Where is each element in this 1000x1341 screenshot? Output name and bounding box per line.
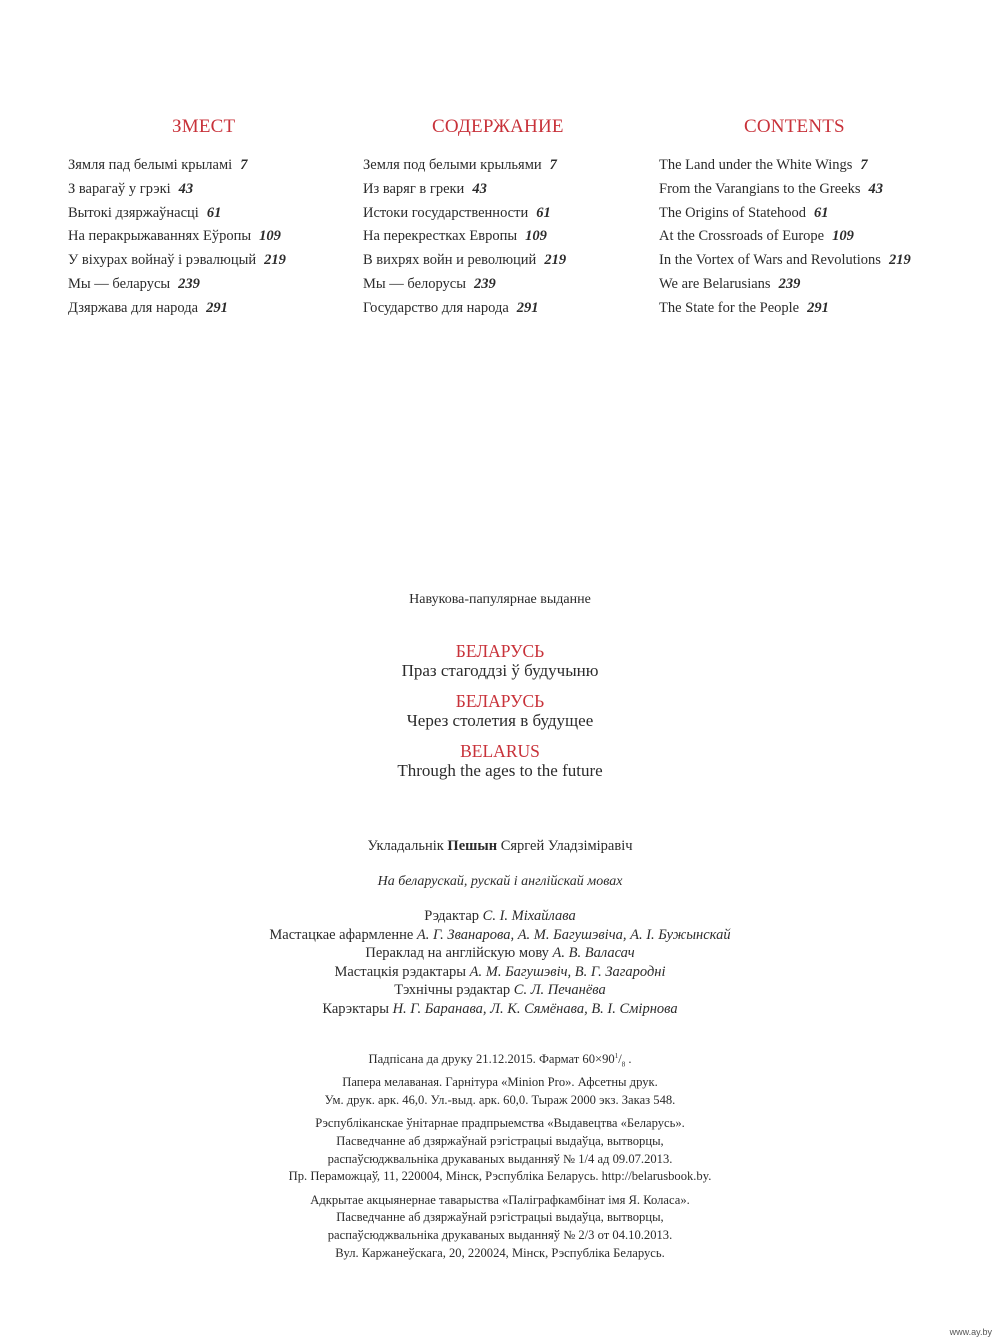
staff-line xyxy=(0,1000,1000,1019)
toc-item xyxy=(659,202,959,226)
toc-belarusian xyxy=(68,114,368,321)
toc-title-be: ЗМЕСТ xyxy=(172,116,236,137)
toc-item xyxy=(68,249,368,273)
toc-item-label: In the Vortex of Wars and Revolutions xyxy=(659,252,881,269)
printer-line: распаўсюджвальніка друкаваных выданняў № 2/3 от 04.10.2013. xyxy=(327,1228,673,1243)
staff-role: Пераклад на англійскую мову xyxy=(365,945,549,961)
toc-item-label: На перакрыжаваннях Еўропы xyxy=(68,228,252,245)
toc-item-page: 219 xyxy=(888,252,911,269)
toc-item-page: 43 xyxy=(868,180,883,197)
toc-item-label: Государство для народа xyxy=(363,299,509,316)
technical-details xyxy=(0,1048,1000,1268)
staff-role: Мастацкія рэдактары xyxy=(334,963,467,980)
title-block-en xyxy=(0,741,1000,781)
signed-line: Падпісана да друку 21.12.2015. Фармат 60×90 xyxy=(368,1052,615,1067)
compiler-prefix: Укладальнік xyxy=(367,838,444,854)
toc-item xyxy=(659,178,959,202)
staff-names: С. Л. Печанёва xyxy=(513,982,606,998)
toc-item-page: 239 xyxy=(778,275,801,292)
toc-item-page: 219 xyxy=(264,252,286,269)
toc-item-label: На перекрестках Европы xyxy=(363,228,518,245)
toc-item-label: The Origins of Statehood xyxy=(659,204,806,221)
toc-title-en: CONTENTS xyxy=(744,116,845,137)
toc-item xyxy=(68,273,368,297)
toc-item xyxy=(68,297,368,321)
title-block-ru xyxy=(0,691,1000,731)
toc-item-label: З варагаў у грэкі xyxy=(68,180,171,197)
toc-item-label: At the Crossroads of Europe xyxy=(659,228,825,245)
paper-line: Папера мелаваная. Гарнітура «Minion Pro». Афсетны друк. xyxy=(342,1075,658,1090)
printer-line: Пасведчанне аб дзяржаўнай рэгістрацыі выдаўца, вытворцы, xyxy=(336,1210,664,1225)
toc-item xyxy=(68,178,368,202)
toc-item-label: The Land under the White Wings xyxy=(659,157,853,173)
toc-item-page: 109 xyxy=(832,228,854,245)
toc-item-page: 291 xyxy=(807,299,829,316)
print-specs: Падпісана да друку 21.12.2015. Фармат $60\times 90^1/_8$ . Папера мелаваная. Гарнітура «Minion Pro». Афсетны друк. Ум. друк. арк. 46,0. Ул.-выд. арк. 60,0. Тыраж 2000 экз. Заказ 548. xyxy=(324,1052,676,1107)
toc-item-label: We are Belarusians xyxy=(659,275,771,292)
toc-english xyxy=(659,114,959,321)
title-sub: Through the ages to the future xyxy=(397,761,603,780)
languages-note: На беларускай, рускай і англійскай мовах xyxy=(377,874,623,889)
toc-item xyxy=(68,202,368,226)
title-main: БЕЛАРУСЬ xyxy=(455,641,545,661)
toc-russian xyxy=(363,114,663,321)
toc-item-page: 61 xyxy=(536,204,551,221)
toc-item-label: From the Varangians to the Greeks xyxy=(659,180,861,197)
staff-line xyxy=(0,907,1000,926)
toc-item xyxy=(68,154,368,178)
signed-suffix: . xyxy=(628,1052,632,1067)
toc-item-page: 291 xyxy=(516,299,539,316)
toc-item-page: 239 xyxy=(473,275,496,292)
printer-line: Адкрытае акцыянернае таварыства «Паліграфкамбінат імя Я. Коласа». xyxy=(310,1192,690,1207)
toc-item xyxy=(68,225,368,249)
staff-line xyxy=(0,981,1000,1000)
staff-role: Тэхнічны рэдактар xyxy=(394,982,511,998)
publisher-info xyxy=(0,1115,1000,1185)
staff-line xyxy=(0,944,1000,963)
publisher-line: Пр. Пераможцаў, 11, 220004, Мінск, Рэспубліка Беларусь. http://belarusbook.by. xyxy=(288,1169,712,1184)
toc-item-label: Истоки государственности xyxy=(363,204,529,221)
toc-list-en xyxy=(659,154,959,321)
toc-item-label: У віхурах войнаў і рэвалюцый xyxy=(68,252,257,269)
toc-item-page: 7 xyxy=(240,157,248,173)
printer-line: Вул. Каржанеўскага, 20, 220024, Мінск, Рэспубліка Беларусь. xyxy=(335,1245,665,1260)
title-sub: Праз стагоддзі ў будучыню xyxy=(401,661,599,680)
toc-item-page: 239 xyxy=(178,275,200,292)
staff-names: А. М. Багушэвіч, В. Г. Загародні xyxy=(469,963,666,980)
toc-item-label: Дзяржава для народа xyxy=(68,299,199,316)
publisher-line: распаўсюджвальніка друкаваных выданняў № 1/4 ад 09.07.2013. xyxy=(327,1151,673,1166)
publisher-line: Рэспубліканскае ўнітарнае прадпрыемства «Выдавецтва «Беларусь». xyxy=(315,1116,685,1131)
toc-item-page: 61 xyxy=(206,204,222,221)
toc-list-ru xyxy=(363,154,663,321)
toc-item-label: The State for the People xyxy=(659,299,800,316)
toc-item-label: Зямля пад белымі крыламі xyxy=(68,157,233,173)
printer-info xyxy=(0,1192,1000,1262)
staff-role: Мастацкае афармленне xyxy=(269,926,414,943)
title-main: BELARUS xyxy=(460,741,540,761)
toc-item-page: 109 xyxy=(259,228,281,245)
toc-item xyxy=(363,225,663,249)
compiler-surname: Пешын xyxy=(447,838,498,854)
toc-item-page: 43 xyxy=(178,180,194,197)
toc-item-page: 61 xyxy=(814,204,829,221)
title-sub: Через столетия в будущее xyxy=(406,711,594,730)
toc-item xyxy=(363,273,663,297)
staff-role: Карэктары xyxy=(322,1000,389,1017)
site-watermark: www.ay.by xyxy=(949,1327,992,1337)
toc-item xyxy=(363,249,663,273)
toc-item xyxy=(363,154,663,178)
staff-line xyxy=(0,926,1000,945)
toc-item xyxy=(659,225,959,249)
toc-item-label: Из варяг в греки xyxy=(363,180,465,197)
toc-item-page: 109 xyxy=(525,228,547,245)
staff-credits xyxy=(0,907,1000,1018)
toc-item xyxy=(659,297,959,321)
toc-item-label: Мы — белорусы xyxy=(363,275,466,292)
staff-line xyxy=(0,963,1000,982)
genre-label: Навукова-папулярнае выданне xyxy=(409,592,591,607)
toc-item xyxy=(363,297,663,321)
title-block-be xyxy=(0,641,1000,681)
compiler-name: Сяргей Уладзіміравіч xyxy=(500,838,633,854)
toc-item-page: 43 xyxy=(472,180,487,197)
toc-item-page: 7 xyxy=(860,157,868,173)
toc-list-be xyxy=(68,154,368,321)
toc-item-label: Мы — беларусы xyxy=(68,275,171,292)
toc-item-page: 219 xyxy=(544,252,567,269)
toc-item-page: 291 xyxy=(206,299,228,316)
toc-item xyxy=(659,154,959,178)
toc-item-page: 7 xyxy=(549,157,557,173)
print-run-line: Ум. друк. арк. 46,0. Ул.-выд. арк. 60,0. Тыраж 2000 экз. Заказ 548. xyxy=(324,1092,676,1107)
title-main: БЕЛАРУСЬ xyxy=(455,691,545,711)
toc-item xyxy=(659,273,959,297)
staff-names: А. Г. Званарова, А. М. Багушэвіча, А. І. Бужынскай xyxy=(416,926,731,943)
book-titles xyxy=(0,641,1000,791)
format-numerator: 1 xyxy=(614,1052,619,1060)
staff-names: С. І. Міхайлава xyxy=(482,908,576,924)
toc-item xyxy=(363,178,663,202)
staff-names: А. В. Валасач xyxy=(552,945,635,961)
toc-item xyxy=(659,249,959,273)
staff-role: Рэдактар xyxy=(424,908,480,924)
toc-item-label: Вытокі дзяржаўнасці xyxy=(68,204,199,221)
toc-item-label: Земля под белыми крыльями xyxy=(363,157,542,173)
staff-names: Н. Г. Баранава, Л. К. Сямёнава, В. І. Смірнова xyxy=(392,1000,678,1017)
publisher-line: Пасведчанне аб дзяржаўнай рэгістрацыі выдаўца, вытворцы, xyxy=(336,1134,664,1149)
toc-title-ru: СОДЕРЖАНИЕ xyxy=(432,116,564,137)
format-denominator: 8 xyxy=(621,1060,626,1069)
toc-item xyxy=(363,202,663,226)
toc-item-label: В вихрях войн и революций xyxy=(363,252,537,269)
compiler-line xyxy=(0,838,1000,855)
